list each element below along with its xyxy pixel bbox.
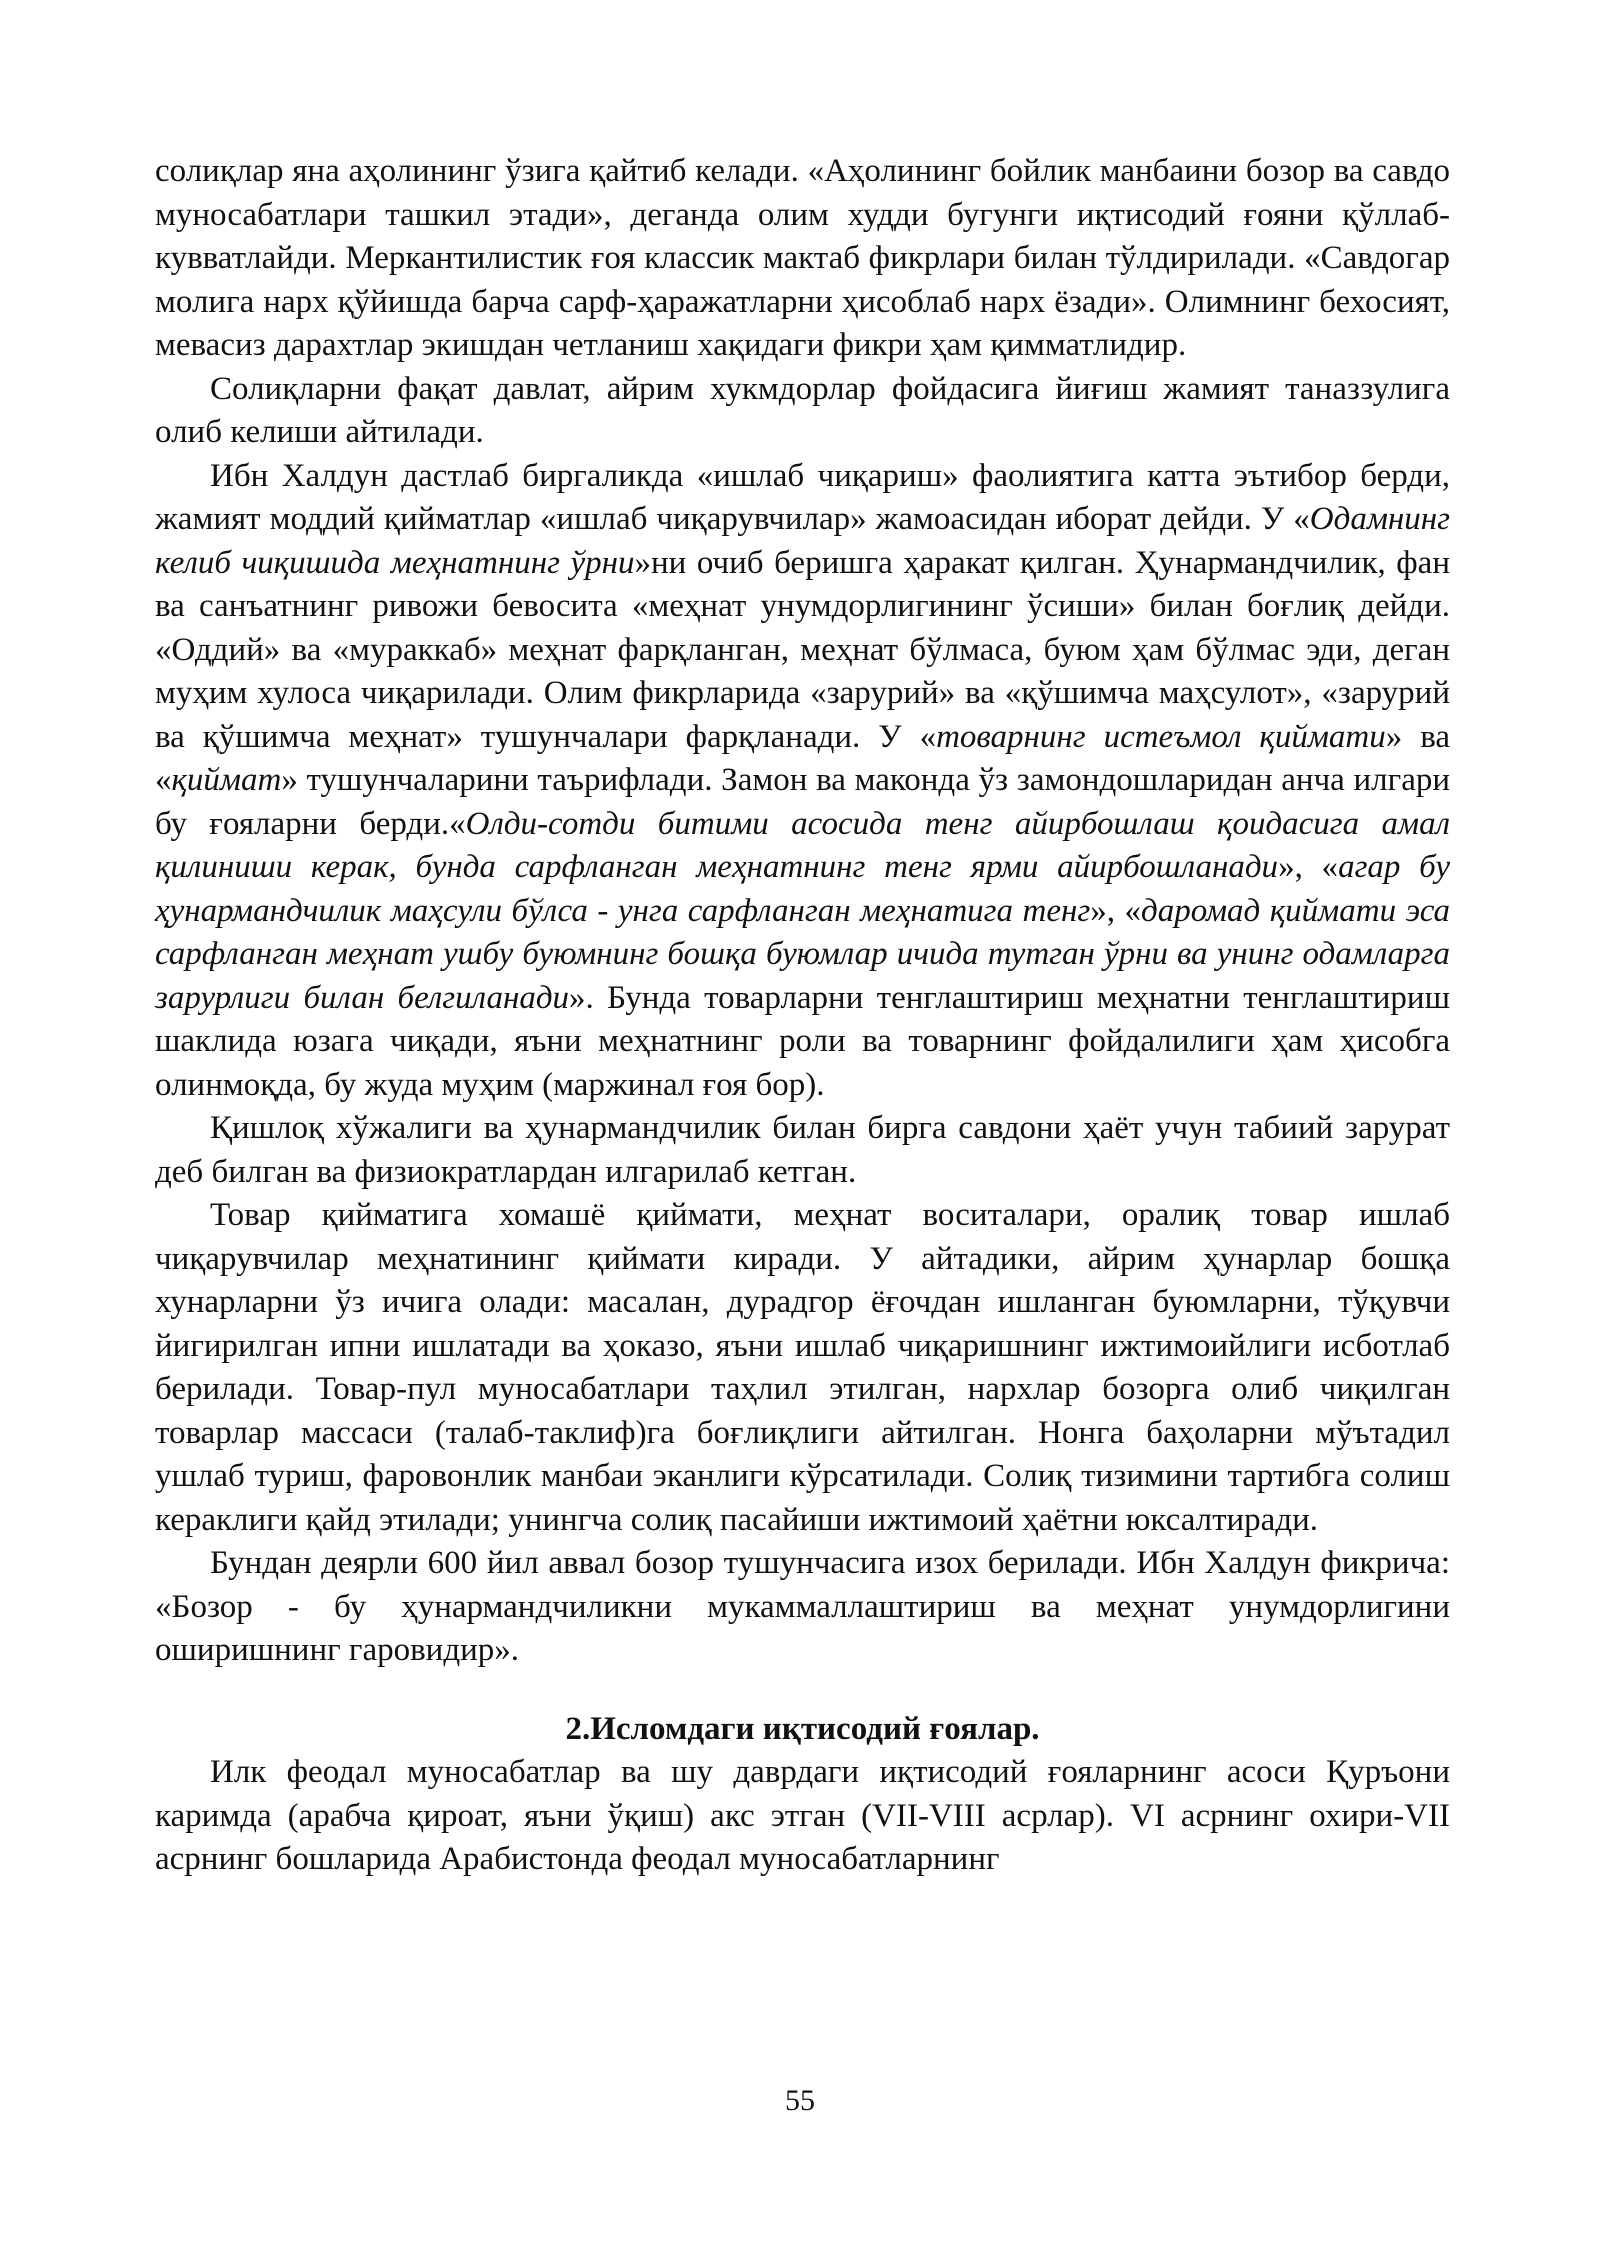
text-run: » ва «	[155, 718, 1450, 798]
text-run: », «	[1090, 892, 1142, 929]
text-run: », «	[1278, 849, 1339, 885]
text-run: »ни очиб беришга ҳаракат қилган. Ҳунармандчилик, фан ва санъатнинг ривожи бевосита «меҳнат унумдорлигининг ўсиши» билан боғлиқ дейди. «Оддий» ва «мураккаб» меҳнат фарқланган, меҳнат бўлмаса, буюм ҳам бўлмас эди, деган муҳим хулоса чиқарилади. Олим фикрларида «зарурий» ва «қўшимча маҳсулот», «зарурий ва қўшимча меҳнат» тушунчалари фарқланади. У «	[155, 544, 1450, 755]
italic-quote: агар бу ҳунармандчилик маҳсули бўлса - унга сарфланган меҳнатига тенг	[155, 849, 1450, 929]
italic-quote: товарнинг истеъмол қиймати	[936, 718, 1386, 755]
italic-quote: даромад қиймати эса сарфланган меҳнат ушбу буюмнинг бошқа буюмлар ичида тутган ўрни ва унинг одамларга зарурлиги билан белгиланади	[155, 892, 1450, 1016]
paragraph-4: Қишлоқ хўжалиги ва ҳунармандчилик билан бирга савдони ҳаёт учун табиий зарурат деб билган ва физиократлардан илгарилаб кетган.	[155, 1110, 1450, 1190]
paragraph-5: Товар қийматига хомашё қиймати, меҳнат воситалари, оралиқ товар ишлаб чиқарувчилар меҳнатининг қиймати киради. У айтадики, айрим ҳунарлар бошқа хунарларни ўз ичига олади: масалан, дурадгор ёғочдан ишланган буюмларни, тўқувчи йигирилган ипни ишлатади ва ҳоказо, яъни ишлаб чиқаришнинг ижтимоийлиги исботлаб берилади. Товар-пул муносабатлари таҳлил этилган, нархлар бозорга олиб чиқилган товарлар массаси (талаб-таклиф)га боғлиқлиги айтилган. Нонга баҳоларни мўътадил ушлаб туриш, фаровонлик манбаи эканлиги кўрсатилади. Солиқ тизимини тартибга солиш кераклиги қайд этилади; унингча солиқ пасайиши ижтимоий ҳаётни юксалтиради.	[155, 1197, 1450, 1538]
text-run: ». Бунда товарларни тенглаштириш меҳнатни тенглаштириш шаклида юзага чиқади, яъни меҳнатнинг роли ва товарнинг фойдалилиги ҳам ҳисобга олинмоқда, бу жуда муҳим (маржинал ғоя бор).	[155, 979, 1450, 1103]
text-run: » тушунчаларини таърифлади. Замон ва маконда ўз замондошларидан анча илгари бу ғояларни берди.«	[155, 762, 1450, 842]
document-page	[155, 150, 1450, 1882]
italic-quote: Одамнинг келиб чиқишида меҳнатнинг ўрни	[155, 501, 1450, 581]
paragraph-1: солиқлар яна аҳолининг ўзига қайтиб келади. «Аҳолининг бойлик манбаини бозор ва савдо муносабатлари ташкил этади», деганда олим худди бугунги иқтисодий ғояни қўллаб-кувватлайди. Меркантилистик ғоя классик мактаб фикрлари билан тўлдирилади. «Савдогар молига нарх қўйишда барча сарф-ҳаражатларни ҳисоблаб нарх ёзади». Олимнинг бехосият, мевасиз дарахтлар экишдан четланиш хақидаги фикри ҳам қимматлидир.	[155, 153, 1450, 363]
paragraph-6: Бундан деярли 600 йил аввал бозор тушунчасига изох берилади. Ибн Халдун фикрича: «Бозор - бу ҳунармандчиликни мукаммаллаштириш ва меҳнат унумдорлигини оширишнинг гаровидир».	[155, 1545, 1450, 1668]
italic-quote: Олди-сотди битими асосида тенг айирбошлаш қоидасига амал қилиниши керак, бунда сарфланган меҳнатнинг тенг ярми айирбошланади	[155, 805, 1450, 885]
italic-quote: қиймат	[171, 762, 282, 798]
paragraph-3	[155, 455, 1450, 1108]
text-run: Ибн Халдун дастлаб биргаликда «ишлаб чиқариш» фаолиятига катта эътибор берди, жамият моддий қийматлар «ишлаб чиқарувчилар» жамоасидан иборат дейди. У «	[155, 457, 1450, 537]
paragraph-2: Солиқларни фақат давлат, айрим хукмдорлар фойдасига йиғиш жамият таназзулига олиб келиши айтилади.	[155, 370, 1450, 450]
paragraph-7: Илк феодал муносабатлар ва шу даврдаги иқтисодий ғояларнинг асоси Қуръони каримда (арабча қироат, яъни ўқиш) акс этган (VII-VIII асрлар). VI асрнинг охири-VII асрнинг бошларида Арабистонда феодал муносабатларнинг	[155, 1754, 1450, 1877]
page-number: 55	[785, 2084, 815, 2117]
section-heading: 2.Исломдаги иқтисодий ғоялар.	[565, 1710, 1040, 1747]
